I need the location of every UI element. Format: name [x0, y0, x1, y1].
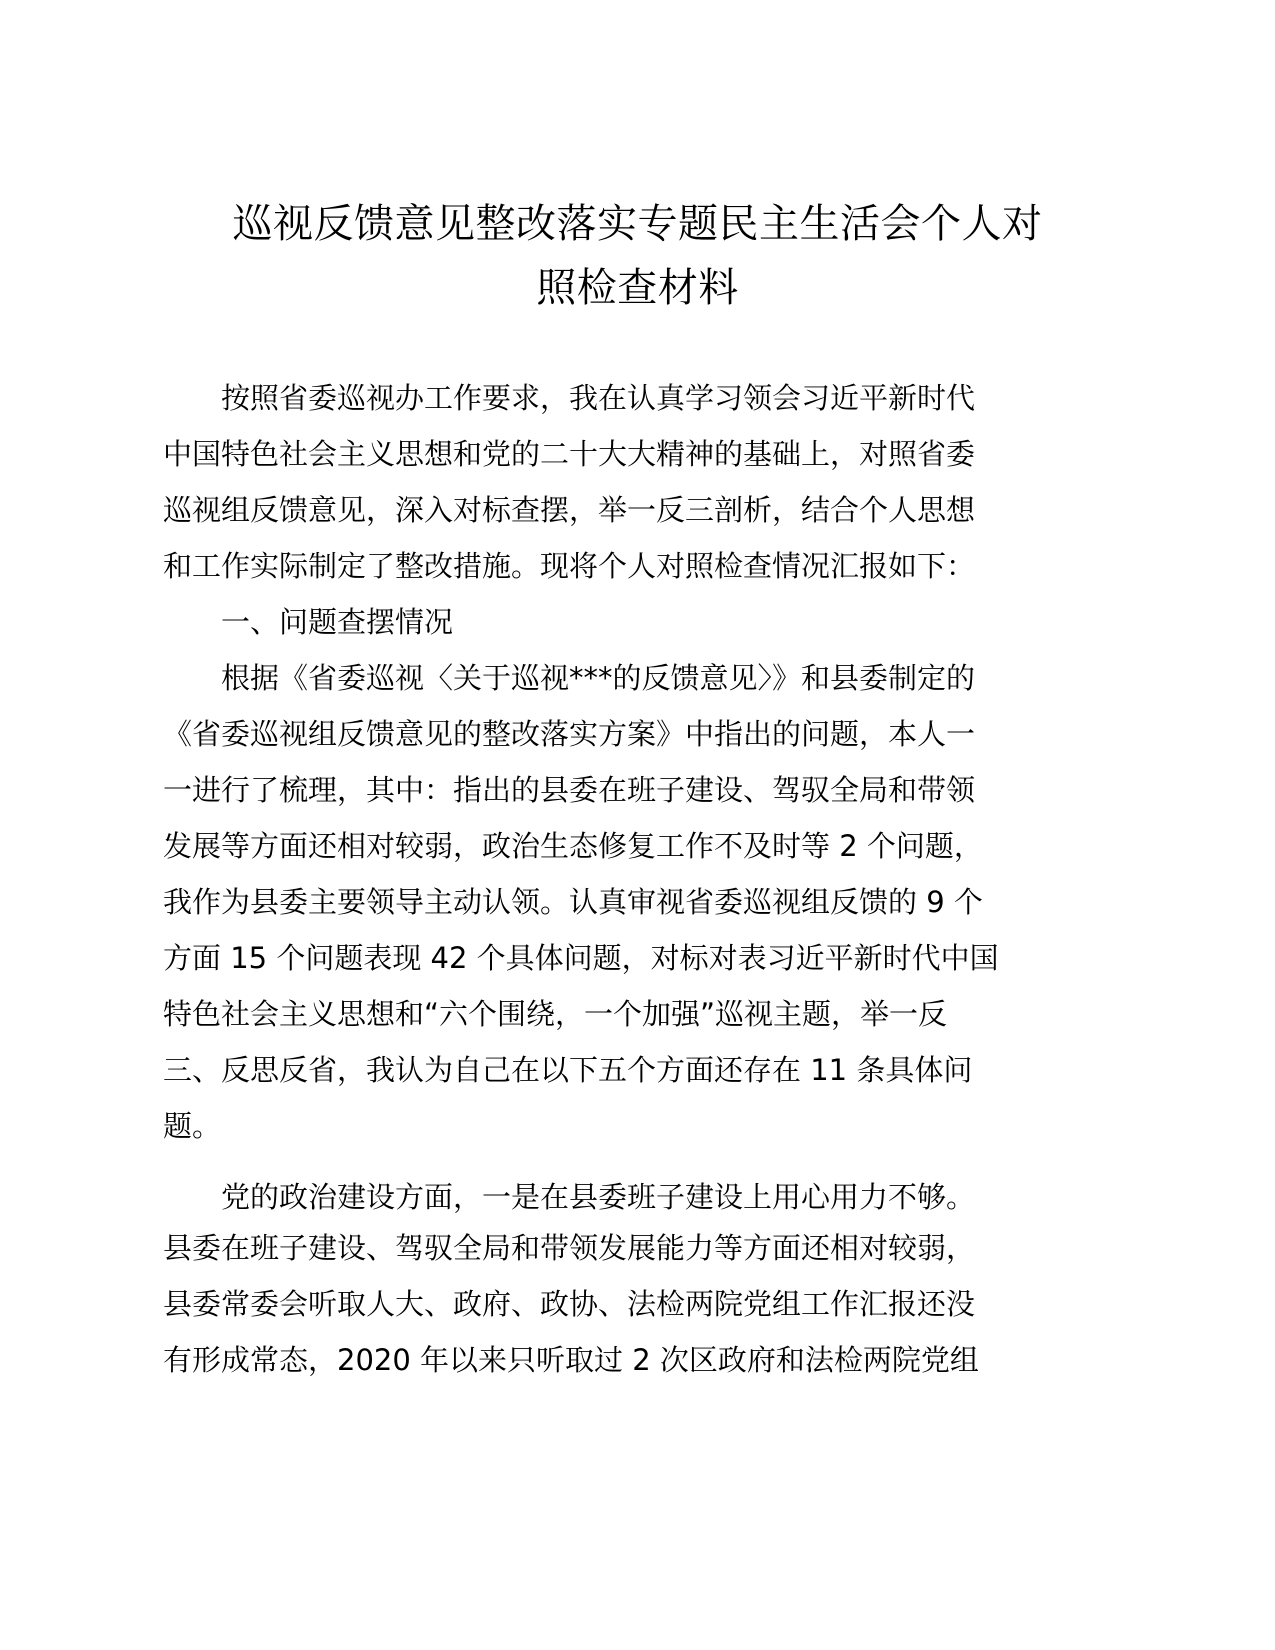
document-title: [160, 192, 1115, 320]
paragraph-line: 和工作实际制定了整改措施。现将个人对照检查情况汇报如下：: [163, 549, 976, 583]
paragraph-line: 发展等方面还相对较弱，政治生态修复工作不及时等 2 个问题，: [163, 829, 983, 863]
paragraph-line: 《省委巡视组反馈意见的整改落实方案》中指出的问题，本人一: [163, 717, 976, 751]
paragraph-line: 党的政治建设方面，一是在县委班子建设上用心用力不够。: [221, 1180, 976, 1214]
paragraph-line: 县委在班子建设、驾驭全局和带领发展能力等方面还相对较弱，: [163, 1231, 976, 1265]
document-body: [163, 370, 1113, 1388]
paragraph-line: 根据《省委巡视〈关于巡视***的反馈意见〉》和县委制定的: [221, 661, 976, 695]
paragraph-line: 有形成常态，2020 年以来只听取过 2 次区政府和法检两院党组: [163, 1343, 979, 1377]
paragraph-line: 三、反思反省，我认为自己在以下五个方面还存在 11 条具体问: [163, 1053, 973, 1087]
title-line-2: 照检查材料: [536, 265, 739, 311]
title-line-1: 巡视反馈意见整改落实专题民主生活会个人对: [232, 201, 1043, 247]
section-heading: 一、问题查摆情况: [221, 605, 454, 639]
paragraph-line: 特色社会主义思想和“六个围绕，一个加强”巡视主题，举一反: [163, 997, 948, 1031]
paragraph-line: 县委常委会听取人大、政府、政协、法检两院党组工作汇报还没: [163, 1287, 976, 1321]
paragraph-line: 一进行了梳理，其中：指出的县委在班子建设、驾驭全局和带领: [163, 773, 976, 807]
paragraph-line: 中国特色社会主义思想和党的二十大大精神的基础上，对照省委: [163, 437, 976, 471]
paragraph-line: 我作为县委主要领导主动认领。认真审视省委巡视组反馈的 9 个: [163, 885, 983, 919]
paragraph-line: 巡视组反馈意见，深入对标查摆，举一反三剖析，结合个人思想: [163, 493, 976, 527]
paragraph-line: 方面 15 个问题表现 42 个具体问题，对标对表习近平新时代中国: [163, 941, 999, 975]
paragraph-line: 题。: [163, 1109, 222, 1143]
paragraph-line: 按照省委巡视办工作要求，我在认真学习领会习近平新时代: [221, 381, 976, 415]
